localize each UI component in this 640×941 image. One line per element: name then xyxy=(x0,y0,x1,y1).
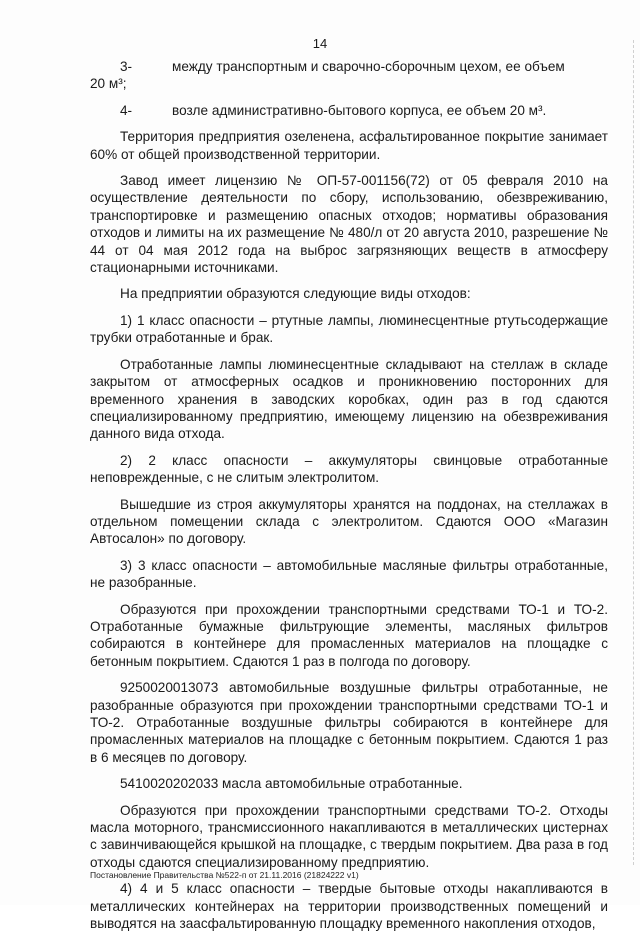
list-item-number: 3- xyxy=(120,59,133,74)
paragraph-waste-oil-code: 5410020202033 масла автомобильные отработанные. xyxy=(120,776,463,792)
list-item xyxy=(90,102,608,119)
page-edge-border xyxy=(631,40,634,865)
list-item-number: 4- xyxy=(120,102,133,118)
list-item-continuation: 20 м³; xyxy=(90,76,127,92)
paragraph-class-1: 1) 1 класс опасности – ртутные лампы, люминесцентные ртутьсодержащие трубки отработанные и брак. xyxy=(90,312,608,346)
paragraph-class-4-5: 4) 4 и 5 класс опасности – твердые бытовые отходы накапливаются в металлических контейнерах на территории производственных помещений и выводятся на заасфальтированную площадку временного накопления отходов, xyxy=(90,881,608,932)
paragraph-batteries: Вышедшие из строя аккумуляторы хранятся на поддонах, на стеллажах в отдельном помещении склада с электролитом. Сдаются ООО «Магазин Автосалон» по договору. xyxy=(90,496,608,547)
paragraph-class-3: 3) 3 класс опасности – автомобильные масляные фильтры отработанные, не разобранные. xyxy=(90,557,608,591)
paragraph-oil-filters: Образуются при прохождении транспортными средствами ТО-1 и ТО-2. Отработанные бумажные фильтрующие элементы, масляных фильтров собираются в контейнере для промасленных материалов на площадке с бетонным покрытием. Сдаются 1 раз в полгода по договору. xyxy=(90,601,608,669)
paragraph-waste-types-intro: На предприятии образуются следующие виды отходов: xyxy=(120,286,471,302)
paragraph-waste-oil: Образуются при прохождении транспортными средствами ТО-2. Отходы масла моторного, трансмиссионного накапливаются в металлических цистернах с завинчивающейся крышкой на площадке, с твердым покрытием. Два раза в год отходы сдаются специализированному предприятию. xyxy=(90,802,608,870)
paragraph-territory: Территория предприятия озеленена, асфальтированное покрытие занимает 60% от общей производственной территории. xyxy=(90,129,608,162)
list-item xyxy=(90,58,608,75)
paragraph-license: Завод имеет лицензию № ОП-57-001156(72) от 05 февраля 2010 на осуществление деятельности по сбору, использованию, обезвреживанию, транспортировке и размещению опасных отходов; нормативы образования отходов и лимиты на их размещение № 480/л от 20 августа 2010, разрешение № 44 от 04 мая 2012 года на выброс загрязняющих веществ в атмосферу стационарными источниками. xyxy=(90,173,608,276)
paragraph-class-2: 2) 2 класс опасности – аккумуляторы свинцовые отработанные неповрежденные, с не слитым электролитом. xyxy=(90,452,608,486)
document-body xyxy=(90,58,608,941)
list-item-text: возле административно-бытового корпуса, ее объем 20 м³. xyxy=(172,102,547,118)
list-item-text: между транспортным и сварочно-сборочным цехом, ее объем xyxy=(172,59,565,74)
page-number: 14 xyxy=(312,36,328,51)
paragraph-air-filters: 9250020013073 автомобильные воздушные фильтры отработанные, не разобранные образуются при прохождении транспортными средствами ТО-1 и ТО-2. Отработанные воздушные фильтры собираются в контейнере для промасленных материалов на площадке с бетонным покрытием. Сдаются 1 раз в 6 месяцев по договору. xyxy=(90,680,608,765)
page-footer: Постановление Правительства №522-п от 21.11.2016 (21824222 v1) xyxy=(90,870,359,880)
paragraph-lamps: Отработанные лампы люминесцентные складывают на стеллаж в складе закрытом от атмосферных осадков и проникновению посторонних для временного хранения в заводских коробках, один раз в год сдаются специализированному предприятию, имеющему лицензию на обезвреживания данного вида отхода. xyxy=(90,356,608,442)
